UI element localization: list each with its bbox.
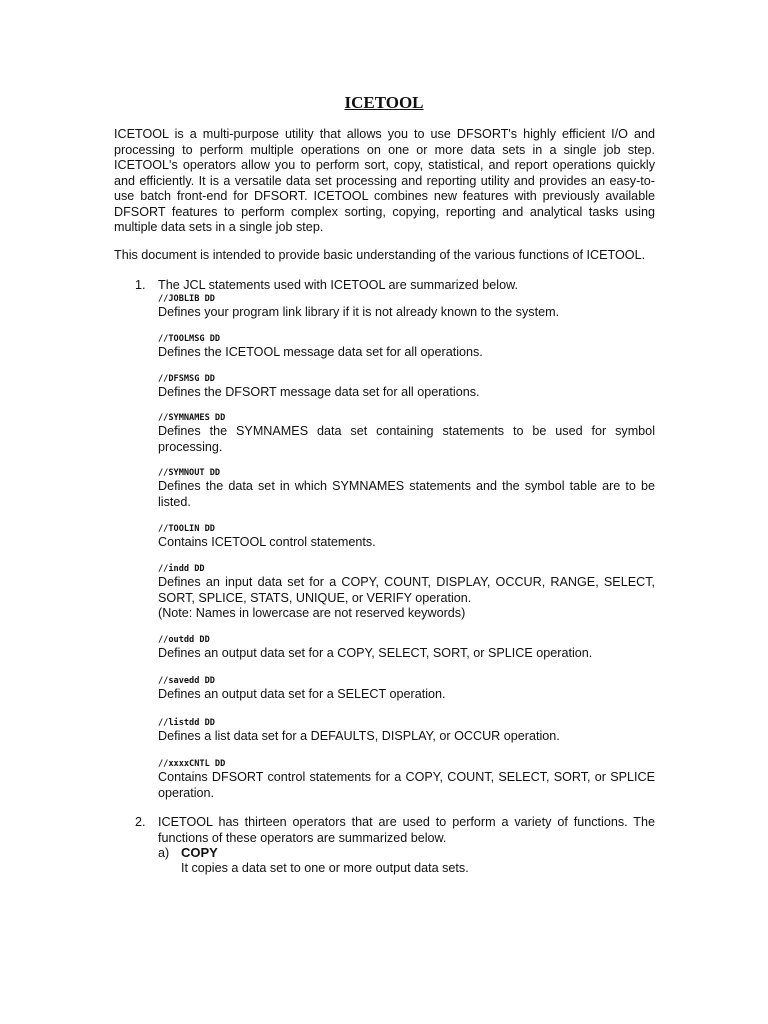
dd-description: Defines the ICETOOL message data set for all operations. [158, 345, 483, 359]
dd-note: (Note: Names in lowercase are not reserved keywords) [158, 606, 466, 620]
dd-description: Defines an output data set for a SELECT operation. [158, 687, 446, 701]
dd-name: //SYMNAMES DD [158, 413, 226, 423]
dd-statement [158, 635, 655, 662]
dd-description: Defines your program link library if it is not already known to the system. [158, 305, 560, 319]
dd-name: //listdd DD [158, 718, 215, 728]
list-item-number: 2. [135, 815, 146, 829]
purpose-paragraph: This document is intended to provide basic understanding of the various functions of ICETOOL. [114, 248, 646, 262]
dd-name: //xxxxCNTL DD [158, 759, 226, 769]
dd-name: //TOOLIN DD [158, 524, 215, 534]
dd-description: Defines a list data set for a DEFAULTS, DISPLAY, or OCCUR operation. [158, 729, 560, 743]
operator-description: It copies a data set to one or more output data sets. [181, 861, 469, 875]
dd-name: //DFSMSG DD [158, 374, 215, 384]
dd-statement [158, 718, 655, 745]
operator-name: COPY [181, 845, 218, 860]
dd-statement [158, 759, 655, 801]
dd-statement [158, 468, 655, 510]
dd-description: Defines an input data set for a COPY, COUNT, DISPLAY, OCCUR, RANGE, SELECT, SORT, SPLICE, STATS, UNIQUE, or VERIFY operation. [158, 575, 655, 605]
list-item-number: 1. [135, 278, 146, 292]
dd-name: //SYMNOUT DD [158, 468, 221, 478]
dd-statement [158, 676, 655, 703]
operator-letter: a) [158, 846, 170, 860]
dd-name: //savedd DD [158, 676, 215, 686]
document-title: ICETOOL [344, 93, 424, 112]
dd-statement [158, 374, 655, 401]
dd-description: Defines an output data set for a COPY, SELECT, SORT, or SPLICE operation. [158, 646, 593, 660]
dd-statement [158, 564, 655, 622]
dd-description: Contains ICETOOL control statements. [158, 535, 376, 549]
list-item-text: The JCL statements used with ICETOOL are summarized below. [158, 278, 519, 292]
dd-statement [158, 294, 655, 321]
dd-statement [158, 334, 655, 361]
dd-name: //TOOLMSG DD [158, 334, 221, 344]
dd-description: Contains DFSORT control statements for a COPY, COUNT, SELECT, SORT, or SPLICE operation. [158, 770, 655, 800]
list-item-text: ICETOOL has thirteen operators that are used to perform a variety of functions. The functions of these operators are summarized below. [158, 815, 655, 845]
dd-name: //JOBLIB DD [158, 294, 215, 304]
dd-name: //indd DD [158, 564, 205, 574]
intro-paragraph: ICETOOL is a multi-purpose utility that allows you to use DFSORT's highly efficient I/O and processing to perform multiple operations on one or more data sets in a single job step. ICETOOL's operators allow you to perform sort, copy, statistical, and report operations quickly and efficiently. It is a versatile data set processing and reporting utility and provides an easy-to-use batch front-end for DFSORT. ICETOOL combines new features with previously available DFSORT features to perform complex sorting, copying, reporting and analytical tasks using multiple data sets in a single job step. [114, 127, 655, 234]
dd-statement [158, 524, 655, 551]
dd-description: Defines the SYMNAMES data set containing statements to be used for symbol processing. [158, 424, 655, 454]
dd-name: //outdd DD [158, 635, 210, 645]
dd-description: Defines the data set in which SYMNAMES statements and the symbol table are to be listed. [158, 479, 655, 509]
dd-description: Defines the DFSORT message data set for all operations. [158, 385, 480, 399]
dd-statement [158, 413, 655, 455]
